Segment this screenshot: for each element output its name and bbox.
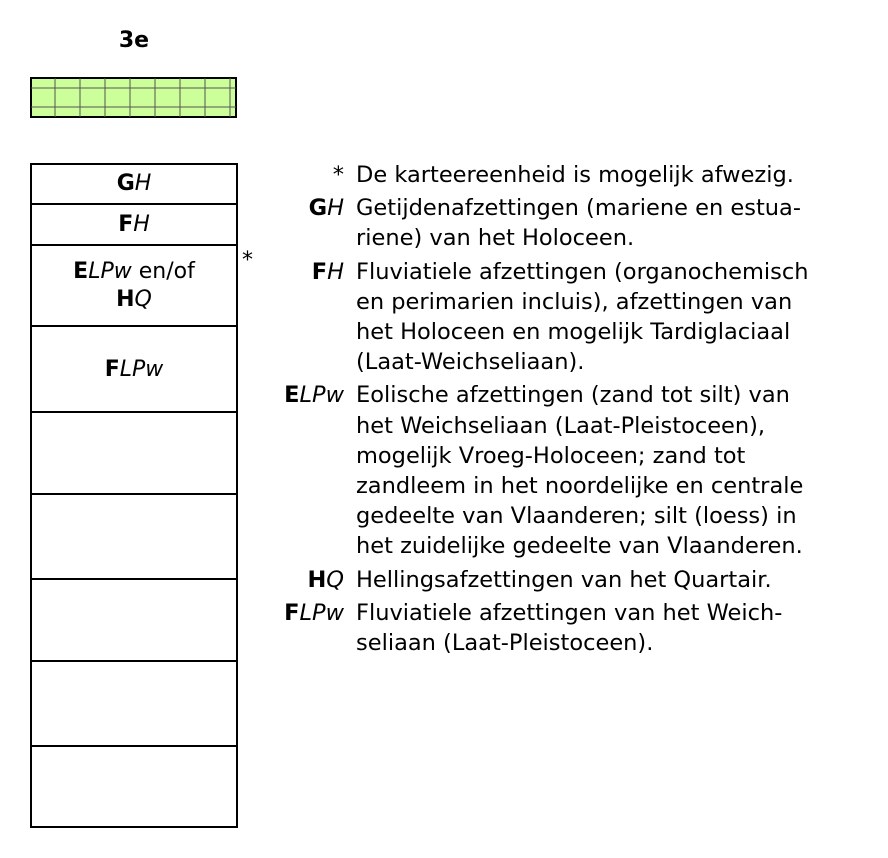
legend-code: ELPw — [284, 382, 344, 409]
legend-entry-hq — [270, 565, 880, 595]
column-cell-fh: FH — [118, 212, 150, 237]
legend-line: riene) van het Holoceen. — [356, 225, 635, 252]
legend-line: Eolische afzettingen (zand tot silt) van — [356, 382, 790, 409]
legend-code: GH — [308, 195, 344, 222]
legend-code: FH — [311, 258, 344, 285]
legend-line: Fluviatiele afzettingen van het Weich- — [356, 599, 783, 626]
surface-layer-hatched-box — [30, 77, 237, 118]
legend-entry-fh — [270, 257, 880, 378]
legend-note-text: De karteereenheid is mogelijk afwezig. — [356, 162, 794, 188]
legend-line: zandleem in het noordelijke en centrale — [356, 473, 804, 500]
column-title: 3e — [118, 28, 150, 53]
legend-entry-flpw — [270, 598, 880, 658]
legend-entry-elpw — [270, 380, 880, 561]
legend-line: het Holoceen en mogelijk Tardiglaciaal — [356, 319, 791, 346]
legend-code: HQ — [307, 566, 344, 593]
legend-line: en perimarien incluis), afzettingen van — [356, 288, 793, 315]
legend-line: Hellingsafzettingen van het Quartair. — [356, 566, 772, 593]
column-cell-gh: GH — [116, 171, 152, 196]
legend-line: Fluviatiele afzettingen (organochemisch — [356, 258, 809, 285]
legend-line: het zuidelijke gedeelte van Vlaanderen. — [356, 533, 803, 560]
legend-entry-gh — [270, 193, 880, 253]
legend-line: (Laat-Weichseliaan). — [356, 349, 585, 376]
column-cell-flpw: FLPw — [104, 356, 164, 382]
legend — [270, 160, 880, 661]
legend-line: het Weichseliaan (Laat-Pleistoceen), — [356, 412, 766, 439]
legend-note — [270, 160, 880, 190]
column-cell-elpw-hq: ELPw en/of HQ — [73, 259, 195, 312]
legend-line: Getijdenafzettingen (mariene en estua- — [356, 195, 801, 222]
legend-line: gedeelte van Vlaanderen; silt (loess) in — [356, 503, 797, 530]
legend-line: seliaan (Laat-Pleistoceen). — [356, 630, 654, 657]
legend-line: mogelijk Vroeg-Holoceen; zand tot — [356, 442, 746, 469]
legend-note-symbol: * — [332, 162, 344, 188]
absent-unit-asterisk: * — [242, 248, 253, 273]
legend-code: FLPw — [284, 599, 344, 626]
stratigraphic-column — [30, 163, 238, 828]
